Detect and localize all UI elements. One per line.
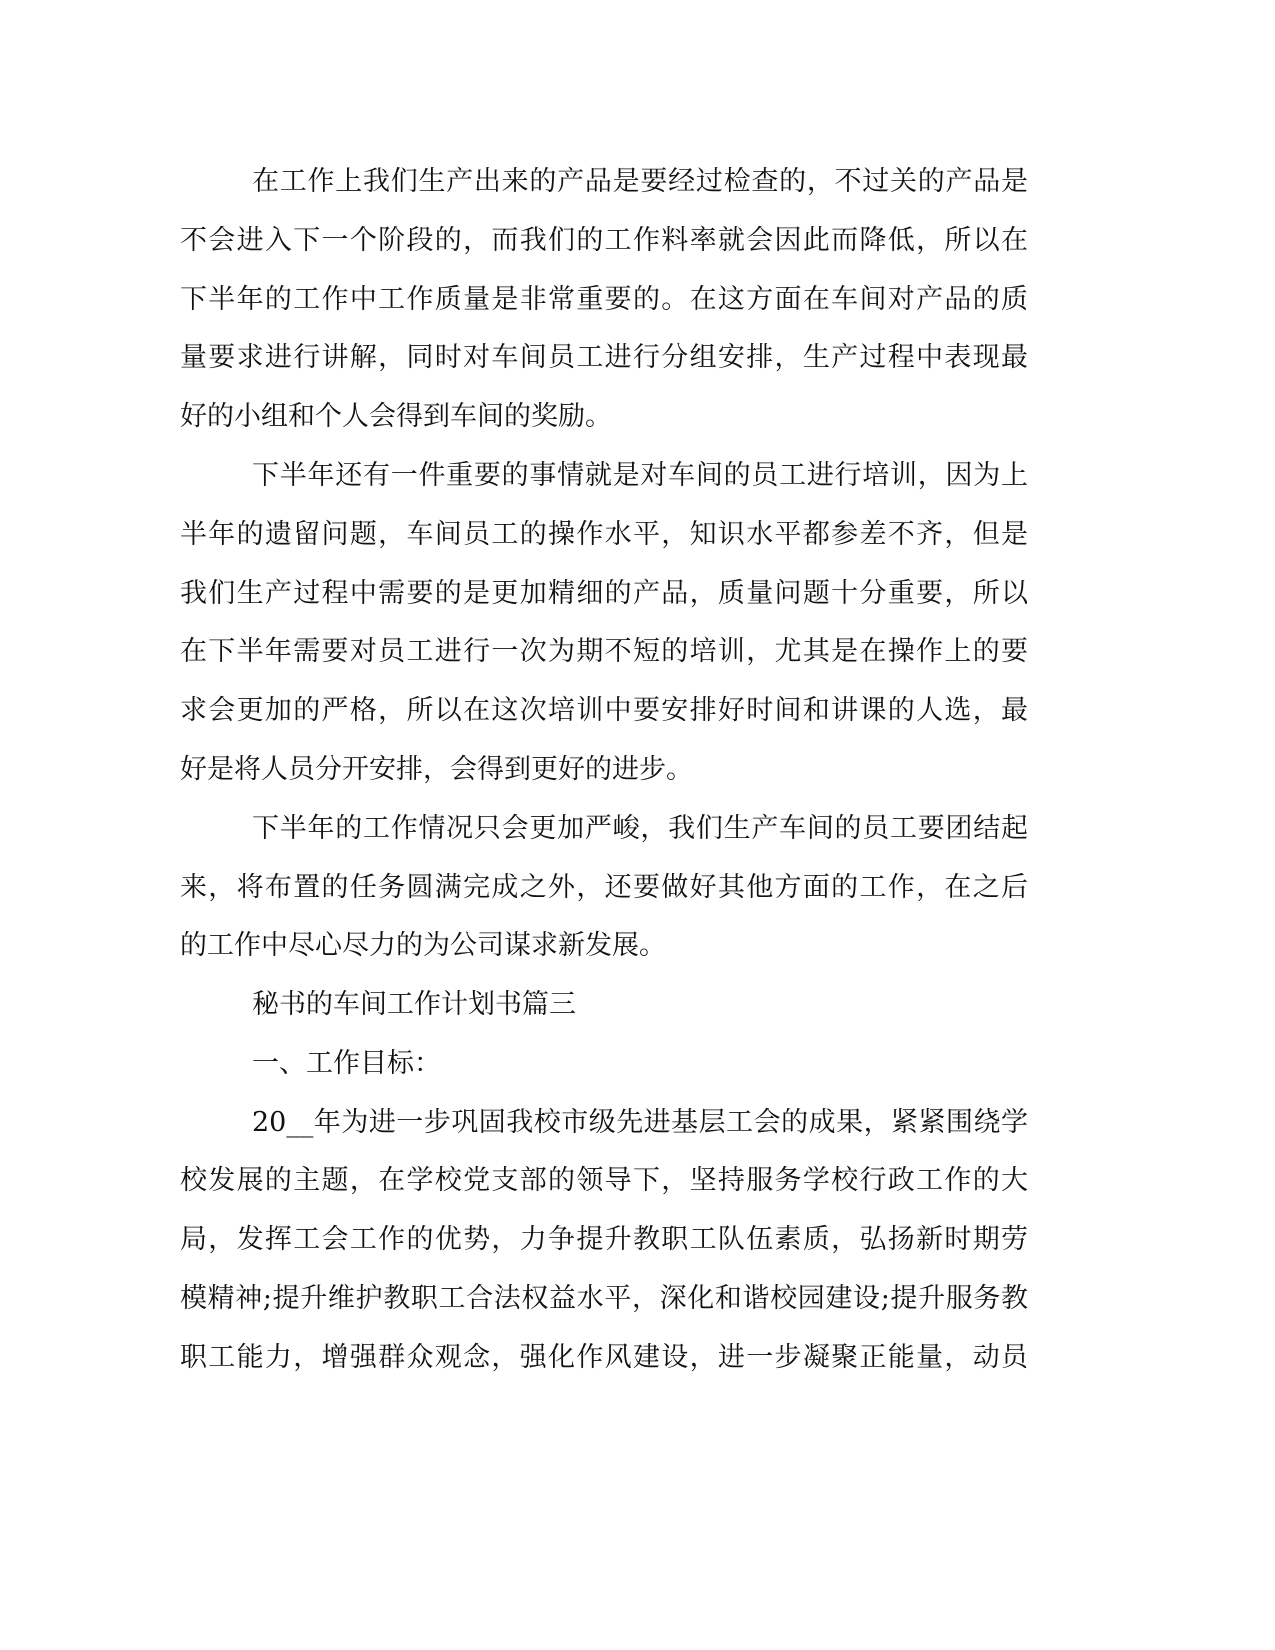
text-line: 校发展的主题，在学校党支部的领导下，坚持服务学校行政工作的大: [180, 1165, 1028, 1196]
text-line: 的工作中尽心尽力的为公司谋求新发展。: [180, 930, 666, 961]
section-heading: 秘书的车间工作计划书篇三: [252, 989, 576, 1020]
text-line: 在下半年需要对员工进行一次为期不短的培训，尤其是在操作上的要: [180, 636, 1028, 667]
text-line: 半年的遗留问题，车间员工的操作水平，知识水平都参差不齐，但是: [180, 519, 1028, 550]
text-line: 下半年的工作情况只会更加严峻，我们生产车间的员工要团结起: [252, 813, 1028, 844]
text-line: 来，将布置的任务圆满完成之外，还要做好其他方面的工作，在之后: [180, 872, 1028, 903]
text-line: 不会进入下一个阶段的，而我们的工作料率就会因此而降低，所以在: [180, 225, 1028, 256]
text-line: 下半年的工作中工作质量是非常重要的。在这方面在车间对产品的质: [180, 284, 1028, 315]
text-line: 我们生产过程中需要的是更加精细的产品，质量问题十分重要，所以: [180, 578, 1028, 609]
text-line: 好的小组和个人会得到车间的奖励。: [180, 401, 612, 432]
text-line: 20__年为进一步巩固我校市级先进基层工会的成果，紧紧围绕学: [252, 1107, 1028, 1138]
text-line: 好是将人员分开安排，会得到更好的进步。: [180, 754, 693, 785]
text-line: 职工能力，增强群众观念，强化作风建设，进一步凝聚正能量，动员: [180, 1342, 1028, 1373]
subheading: 一、工作目标：: [252, 1048, 441, 1079]
text-line: 求会更加的严格，所以在这次培训中要安排好时间和讲课的人选，最: [180, 695, 1028, 726]
text-line: 量要求进行讲解，同时对车间员工进行分组安排，生产过程中表现最: [180, 342, 1028, 373]
text-line: 模精神;提升维护教职工合法权益水平，深化和谐校园建设;提升服务教: [180, 1283, 1028, 1314]
text-line: 局，发挥工会工作的优势，力争提升教职工队伍素质，弘扬新时期劳: [180, 1224, 1028, 1255]
text-line: 在工作上我们生产出来的产品是要经过检查的，不过关的产品是: [252, 166, 1028, 197]
text-line: 下半年还有一件重要的事情就是对车间的员工进行培训，因为上: [252, 460, 1028, 491]
